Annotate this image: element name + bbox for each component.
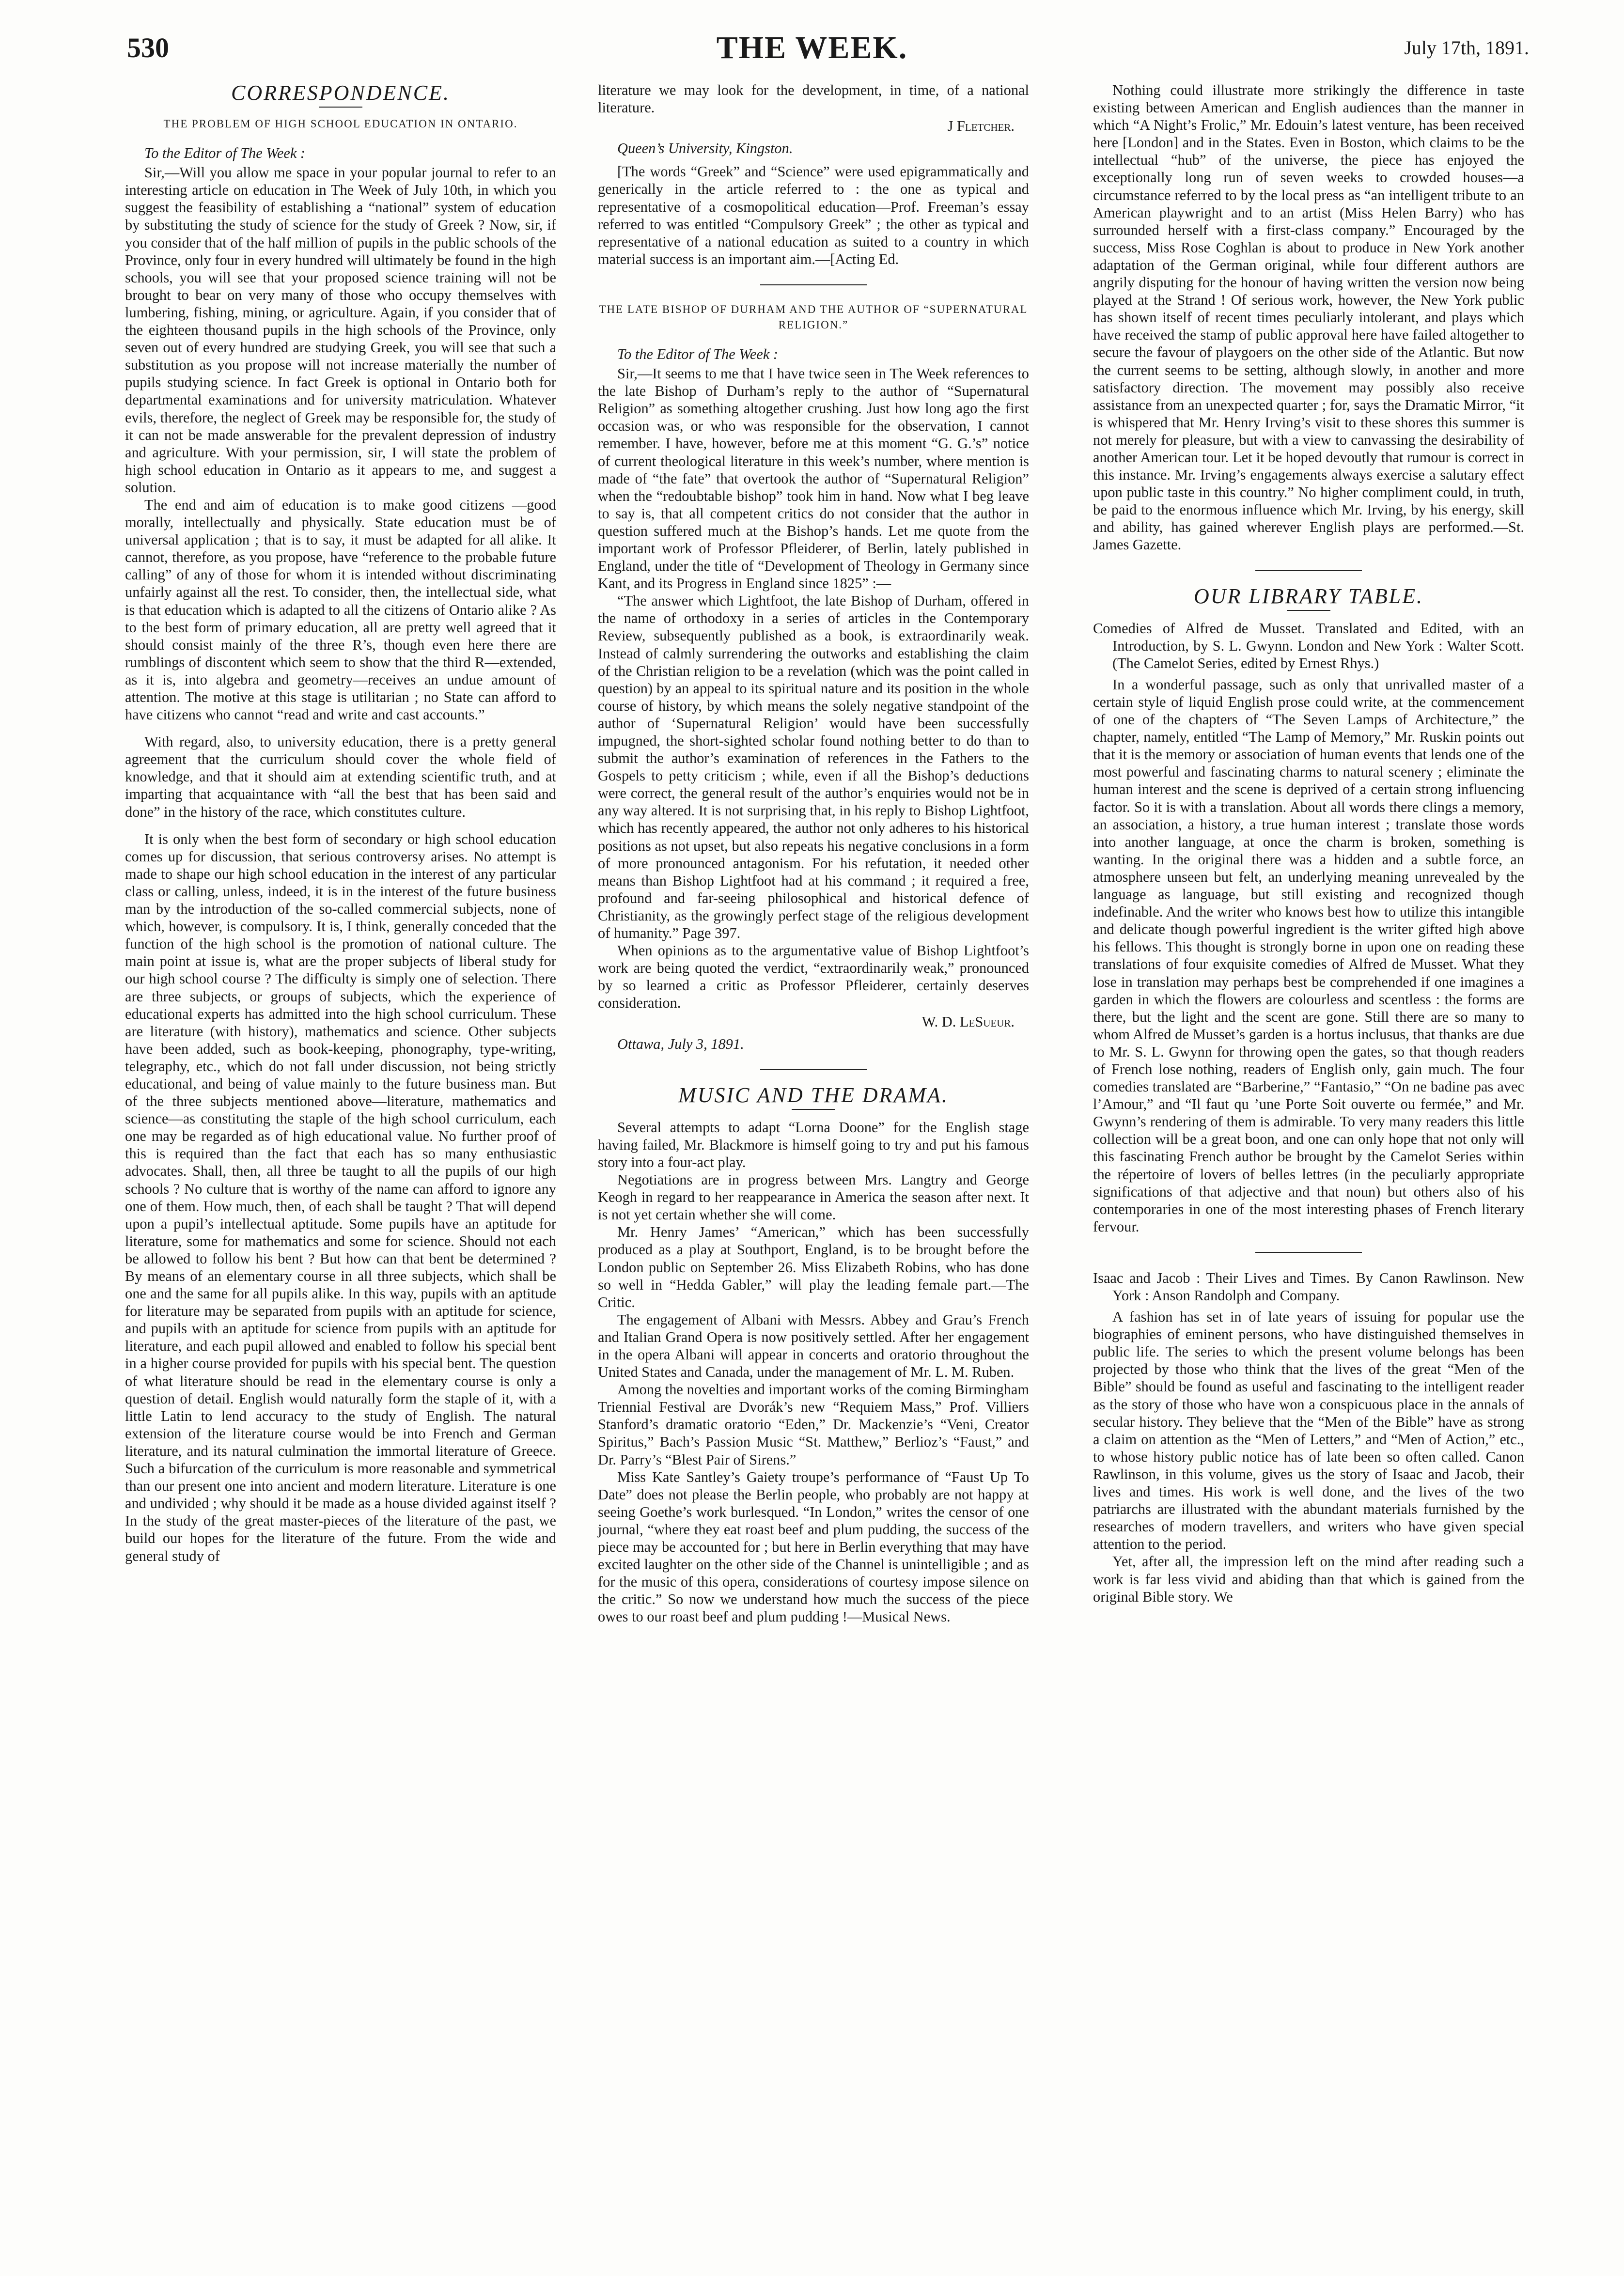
paragraph: Sir,—Will you allow me space in your popular journal to refer to an interesting article on education in The Week of July 10th, in which you suggest the feasibility of establishing a “national” system of education by substituting the study of science for the study of Greek ? Now, sir, if you consider that of the half million of pupils in the public schools of the Province, only four in every hundred will ultimately be found in the high schools, you will see that your proposed science training will not be brought to bear on very many of those who occupy themselves with lumbering, fishing, mining, or agriculture. Again, if you consider that of the eighteen thousand pupils in the high schools of the Province, only seven out of every hundred are studying Greek, you will see that such a substitution as you propose will not increase materially the number of pupils studying science. In fact Greek is optional in Ontario both for departmental examinations and for university matriculation. Whatever evils, therefore, the neglect of Greek may be responsible for, the study of it can not be made answerable for the prevalent depression of industry and agriculture. With your permission, sir, I will state the problem of high school education in Ontario as it appears to me, and suggest a solution. — [125, 164, 556, 496]
spacer — [125, 821, 556, 830]
book-review: Yet, after all, the impression left on the mind after reading such a work is far less vivid and abiding than that which is gained from the original Bible story. We — [1093, 1553, 1524, 1605]
section-heading-library: OUR LIBRARY TABLE. — [1193, 584, 1424, 608]
affiliation: Queen’s University, Kingston. — [617, 140, 793, 157]
signature: W. D. LeSueur. — [921, 1013, 1015, 1030]
paragraph: Mr. Henry James’ “American,” which has been successfully produced as a play at Southport, England, is to be brought before the London public on September 26. Miss Elizabeth Robins, who has done so well in “Hedda Gabler,” will play the leading female part.—The Critic. — [598, 1224, 1029, 1310]
page-header — [0, 27, 1624, 70]
issue-date: July 17th, 1891. — [1404, 37, 1529, 59]
paragraph: Among the novelties and important works of the coming Birmingham Triennial Festival are Dvorák’s new “Requiem Mass,” Prof. Villiers Stanford’s dramatic oratorio “Eden,” Dr. Mackenzie’s “Veni, Creator Spiritus,” Bach’s Passion Music “St. Matthew,” Berlioz’s “Faust,” and Dr. Parry’s “Blest Pair of Sirens.” — [598, 1381, 1029, 1468]
column-1 — [125, 81, 556, 1565]
divider — [1287, 610, 1330, 611]
column-3 — [1093, 81, 1524, 1606]
page-number: 530 — [127, 32, 169, 63]
quotation: “The answer which Lightfoot, the late Bishop of Durham, offered in the name of orthodoxy in a series of articles in the Contemporary Review, subsequently published as a book, is extraordinarily weak. Instead of calmly surrendering the outworks and establishing the claim of the Christian religion to be a revelation (which was the point called in question) by an appeal to its spiritual nature and its position in the whole course of history, by which means the solely negative standpoint of the author of ‘Supernatural Religion’ would have been successfully impugned, the short-sighted scholar found nothing better to do than to submit the author’s examination of references in the Fathers to the Gospels to petty criticism ; while, even if all the Bishop’s deductions were correct, the general result of the author’s enquiries would not be in any way altered. It is not surprising that, in his reply to Bishop Lightfoot, which has recently appeared, the author not only adheres to his historical positions as not upset, but also repeats his negative conclusions in a form of more pronounced antagonism. For his refutation, it needed other means than Bishop Lightfoot had at his command ; it required a free, profound and far-seeing philosophical and historical defence of Christianity, as the growingly perfect stage of the religious development of humanity.” Page 397. — [598, 592, 1029, 942]
paragraph: literature we may look for the development, in time, of a national literature. — [598, 82, 1029, 116]
book-review: In a wonderful passage, such as only that unrivalled master of a certain style of liquid English prose could write, at the commencement of one of the chapters of “The Seven Lamps of Architecture,” the chapter, namely, entitled “The Lamp of Memory,” Mr. Ruskin points out that it is the memory or association of human events that lends one of the most powerful and fascinating charms to natural scenery ; eliminate the human interest and the scene is deprived of a certain strong influencing factor. So it is with a translation. About all words there clings a memory, an association, a history, a true human interest ; translate those words into another language, at once the charm is broken, something is wanting. In the original there was a hidden and a subtle force, an atmosphere unseen but felt, an underlying meaning unrevealed by the language as language, but still existing and recognized though indefinable. And the writer who knows best how to utilize this intangible and delicate though powerful ingredient is the writer gifted high above his fellows. This thought is strongly borne in upon one on reading these translations of four exquisite comedies of Alfred de Musset. What they lose in translation may perhaps best be comprehended if one imagines a garden in which the flowers are colourless and scentless : the forms are there, but the light and the scent are gone. Still there are so many to whom Alfred de Musset’s garden is a hortus inclusus, that thanks are due to Mr. S. L. Gwynn for throwing open the gates, so that though readers of French lose nothing, readers of English only, gain much. The four comedies translated are “Barberine,” “Fantasio,” “On ne badine pas avec l’Amour,” and “Il faut qu ’une Porte Soit ouverte ou fermée,” and Mr. Gwynn’s rendering of them is admirable. To very many readers this little collection will be a great boon, and one can only hope that not only will this fascinating French author be brought by the Camelot Series within the répertoire of lovers of belles lettres (in the peculiarly appropriate significations of that adjective and that noun) but others also of his contemporaries in one of the most interesting phases of French literary fervour. — [1093, 676, 1524, 1235]
paragraph: The engagement of Albani with Messrs. Abbey and Grau’s French and Italian Grand Opera is now positively settled. After her engagement in the opera Albani will appear in concerts and oratorio throughout the United States and Canada, under the management of Mr. L. M. Ruben. — [598, 1311, 1029, 1381]
paragraph: Sir,—It seems to me that I have twice seen in The Week references to the late Bishop of Durham’s reply to the author of “Supernatural Religion” as something altogether crushing. Just how long ago the first occasion was, or who was responsible for the observation, I cannot remember. I have, however, before me at this moment “G. G.’s” notice of current theological literature in this week’s number, where mention is made of “the fate” that overtook the author of “Supernatural Religion” when the “redoubtable bishop” took him in hand. Now what I beg leave to say is, that all competent critics do not consider that the author in question suffered much at the Bishop’s hands. Let me quote from the important work of Professor Pfleiderer, of Berlin, lately published in England, under the title of “Development of Theology in Germany since Kant, and its Progress in England since 1825” :— — [598, 365, 1029, 592]
paragraph: It is only when the best form of secondary or high school education comes up for discussion, that serious controversy arises. No attempt is made to shape our high school education in the interest of any particular class or calling, unless, indeed, it is in the interest of the future business man by the introduction of the so-called commercial subjects, none of which, however, is compulsory. It is, I think, generally conceded that the function of the high school is the promotion of national culture. The main point at issue is, what are the proper subjects of liberal study for our high school course ? The difficulty is simply one of selection. There are three subjects, or groups of subjects, which the experience of educational experts has admitted into the high school curriculum. These are literature (with history), mathematics and science. Other subjects have been added, such as book-keeping, phonography, type-writing, telegraphy, etc., which do not fall under discussion, not being strictly educational, and being of value mainly to the future business man. But of the three subjects mentioned above—literature, mathematics and science—as constituting the staple of the high school curriculum, each one may be regarded as of high educational value. No further proof of this is required than the fact that each has so many enthusiastic advocates. Shall, then, all three be taught to all the pupils of our high schools ? No culture that is worthy of the name can afford to ignore any one of them. How much, then, of each shall be taught ? That will depend upon a pupil’s intellectual aptitude. Some pupils have an aptitude for literature, some for mathematics and some for science. Should not each be allowed to follow his bent ? But how can that bent be determined ? By means of an elementary course in all three subjects, which shall be one and the same for all pupils alike. In this way, pupils with an aptitude for literature may be separated from pupils with an aptitude for science, and pupils with an aptitude for science from pupils with an aptitude for literature, and each pupil allowed and enabled to follow his special bent in a higher course provided for pupils with his special bent. The question of what literature should be read in the elementary course is only a question of detail. English would naturally form the staple of it, with a little Latin to lend accuracy to the study of English. The natural extension of the literature course would be into French and German literature, and its natural culmination the immortal literature of Greece. Such a bifurcation of the curriculum is more reasonable and symmetrical than our present one into ancient and modern literature. Literature is one and undivided ; why should it be made as a house divided against itself ? In the study of the great master-pieces of the literature of the past, we build our hopes for the literature of the future. From the wide and general study of — [125, 830, 556, 1564]
salutation: To the Editor of The Week : — [144, 145, 306, 162]
divider — [319, 107, 362, 108]
paragraph: Negotiations are in progress between Mrs. Langtry and George Keogh in regard to her reappearance in America the season after next. It is not yet certain whether she will come. — [598, 1171, 1029, 1223]
paragraph: Miss Kate Santley’s Gaiety troupe’s performance of “Faust Up To Date” does not please the Berlin people, who probably are not happy at seeing Goethe’s work burlesqued. “In London,” writes the censor of one journal, “where they eat roast beef and plum pudding, the success of the piece may be accounted for ; but here in Berlin everything that may have excited laughter on the other side of the Channel is unintelligible ; and as for the music of this opera, considerations of courtesy impose silence on the critic.” So now we understand how much the success of the piece owes to our roast beef and plum pudding !—Musical News. — [598, 1468, 1029, 1625]
divider — [760, 284, 867, 285]
paragraph: When opinions as to the argumentative value of Bishop Lightfoot’s work are being quoted the verdict, “extraordinarily weak,” pronounced by so learned a critic as Professor Pfleiderer, certainly deserves consideration. — [598, 942, 1029, 1012]
salutation: To the Editor of The Week : — [617, 345, 779, 362]
article-subhead: THE LATE BISHOP OF DURHAM AND THE AUTHOR OF “SUPERNATURAL RELIGION.” — [599, 303, 1028, 331]
editor-note: [The words “Greek” and “Science” were used epigrammatically and generically in the article referred to : the one as typical and representative of a cosmopolitical education—Prof. Freeman’s essay referred to was entitled “Compulsory Greek” ; the other as typical and representative of a national education as suited to a country in which material success is an important aim.—[Acting Ed. — [598, 163, 1029, 267]
section-heading-correspondence: CORRESPONDENCE. — [231, 81, 450, 105]
signature: J Fletcher. — [947, 118, 1015, 135]
book-title: Comedies of Alfred de Musset. Translated and Edited, with an Introduction, by S. L. Gwynn. London and New York : Walter Scott. (The Camelot Series, edited by Ernest Rhys.) — [1093, 620, 1524, 671]
book-title: Isaac and Jacob : Their Lives and Times. By Canon Rawlinson. New York : Anson Randolph and Company. — [1093, 1269, 1524, 1304]
place-date: Ottawa, July 3, 1891. — [617, 1035, 744, 1052]
article-subhead: THE PROBLEM OF HIGH SCHOOL EDUCATION IN ONTARIO. — [163, 118, 518, 130]
divider — [1255, 570, 1362, 571]
divider — [1255, 1252, 1362, 1253]
paragraph: With regard, also, to university education, there is a pretty general agreement that the curriculum should cover the whole field of knowledge, and that it should aim at extending scientific truth, and at imparting that acquaintance with “all the best that has been said and done” in the history of the race, which constitutes culture. — [125, 733, 556, 820]
masthead-title: THE WEEK. — [716, 30, 908, 65]
paragraph: Nothing could illustrate more strikingly the difference in taste existing between American and English audiences than the manner in which “A Night’s Frolic,” Mr. Edouin’s latest venture, has been received here [London] and in the States. Even in Boston, which claims to be the intellectual “hub” of the universe, the piece has enjoyed the exceptionally long run of seven weeks to crowded houses—a circumstance referred to by the local press as “an intelligent tribute to an American playwright and to an artist (Miss Helen Barry) who has surrounded herself with a first-class company.” Encouraged by the success, Miss Rose Coghlan is about to produce in New York another adaptation of the German original, while four different authors are angrily disputing for the honour of having written the version now being played at the Strand ! Of serious work, however, the New York public has shown itself of recent times peculiarly intolerant, and plays which have received the stamp of public approval here have failed altogether to secure the favour of playgoers on the other side of the Atlantic. But now the current seems to be setting, although slowly, in another and more satisfactory direction. The movement may possibly also receive assistance from an unexpected quarter ; for, says the Dramatic Mirror, “it is whispered that Mr. Henry Irving’s visit to these shores this summer is not merely for pleasure, but with a view to canvassing the desirability of another American tour. Let it be hoped devoutly that rumour is correct in this instance. Mr. Irving’s engagements always exercise a salutary effect upon public taste in this country.” No higher compliment could, in truth, be paid to the enormous influence which Mr. Irving, by his energy, skill and ability, has gained wherever English plays are performed.—St. James Gazette. — [1093, 82, 1524, 553]
book-review: A fashion has set in of late years of issuing for popular use the biographies of eminent persons, who have distinguished themselves in public life. The series to which the present volume belongs has been projected by those who think that the lives of the great “Men of the Bible” should be found as useful and fascinating to the intelligent reader as the story of those who have won a conspicuous place in the annals of secular history. They believe that the “Men of the Bible” have as strong a claim on attention as the “Men of Letters,” and “Men of Action,” etc., to whose history public notice has of late been so often called. Canon Rawlinson, in this volume, gives us the story of Isaac and Jacob, their lives and times. His work is well done, and the lives of the two patriarchs are illustrated with the abundant materials furnished by the researches of modern travellers, and writers who have given special attention to the period. — [1093, 1309, 1524, 1553]
divider — [760, 1069, 867, 1070]
section-heading-music: MUSIC AND THE DRAMA. — [678, 1083, 949, 1107]
paragraph: The end and aim of education is to make good citizens —good morally, intellectually and physically. State education must be of universal application ; that is to say, it must be adapted for all alike. It cannot, therefore, as you propose, have “reference to the probable future calling” of any of those for whom it is intended without discriminating unfairly against all the rest. To consider, then, the intellectual side, what is that education which is adapted to all the citizens of Ontario alike ? As to the best form of primary education, all are pretty well agreed that it should consist mainly of the three R’s, though even here there are rumblings of discontent which seem to show that the third R—extended, as it is, into algebra and geometry—receives an undue amount of attention. The motive at this stage is utilitarian ; no State can afford to have citizens who cannot “read and write and cast accounts.” — [125, 496, 556, 723]
paragraph: Several attempts to adapt “Lorna Doone” for the English stage having failed, Mr. Blackmore is himself going to try and put his famous story into a four-act play. — [598, 1119, 1029, 1170]
column-2 — [598, 81, 1029, 1626]
spacer — [125, 723, 556, 733]
divider — [792, 1109, 835, 1110]
